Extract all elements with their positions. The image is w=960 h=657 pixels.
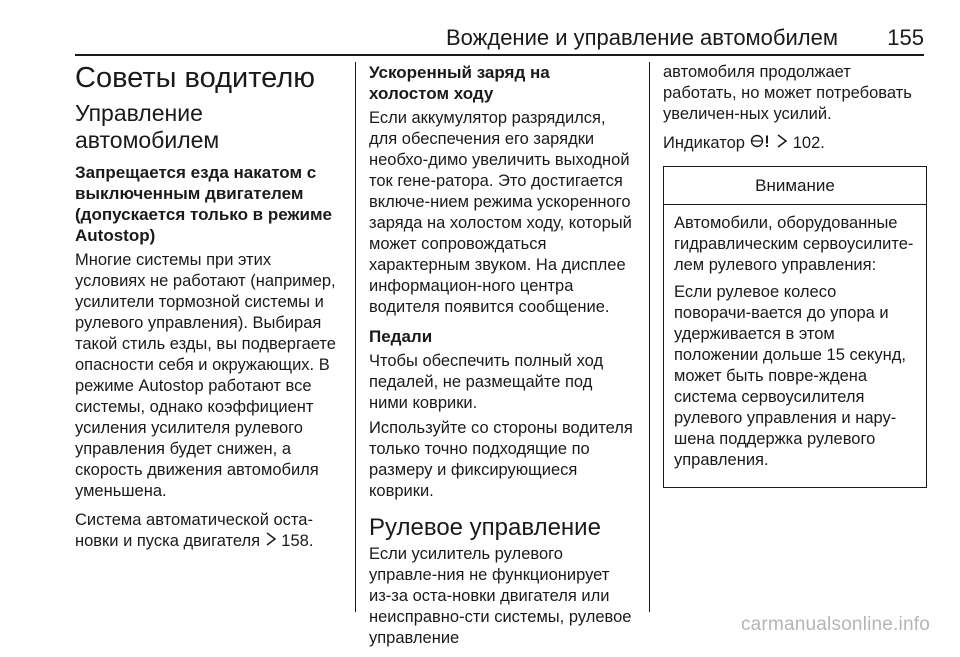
paragraph-with-reference (663, 133, 928, 154)
column-divider (649, 62, 650, 612)
paragraph: автомобиля продолжает работать, но может потребовать увеличен-ных усилий. (663, 63, 912, 123)
topic-heading: Запрещается езда накатом с выключенным двигателем (допускается только в режиме Autostop) (75, 163, 333, 245)
paragraph-text: Система автоматической оста-новки и пуска двигателя (75, 511, 313, 550)
column-1 (75, 62, 345, 560)
warning-paragraph: Если рулевое колесо поворачи-вается до упора и удерживается в этом положении дольше 15 секунд, может быть повре-ждена система сервоусилителя рулевого управления и нару-шена поддержка рулевого управления. (674, 283, 906, 469)
header-title: Вождение и управление автомобилем (445, 25, 838, 50)
page-header (0, 0, 960, 55)
paragraph: Чтобы обеспечить полный ход педалей, не размещайте под ними коврики. (369, 352, 604, 412)
page-reference-link[interactable]: 102. (792, 134, 825, 152)
paragraph-with-reference (75, 510, 345, 552)
paragraph: Если усилитель рулевого управле-ния не функционирует из-за оста-новки двигателя или неисправно-сти системы, рулевое управление (369, 545, 632, 647)
column-divider (355, 62, 356, 612)
subsection-title: Рулевое управление (369, 514, 601, 541)
paragraph: Если аккумулятор разрядился, для обеспечения его зарядки необхо-димо увеличить выходной ток гене-ратора. Это достигается включе-нием режима ускоренного заряда на холостом ходу, который может сопровождаться характерным звуком. На дисплее информацион-ного центра водителя появится сообщение. (369, 109, 632, 316)
warning-body (664, 205, 926, 487)
column-3 (663, 62, 928, 488)
warning-box (663, 166, 927, 488)
column-2 (369, 62, 634, 657)
topic-heading: Педали (369, 327, 433, 346)
page-number: 155 (887, 25, 924, 50)
header-rule (75, 54, 924, 56)
warning-title: Внимание (664, 167, 926, 205)
subsection-title: Управление автомобилем (75, 100, 220, 153)
paragraph-text: Индикатор (663, 134, 745, 152)
section-title: Советы водителю (75, 62, 315, 94)
paragraph: Многие системы при этих условиях не работают (например, усилители тормозной системы и рулевого управления). Выбирая такой стиль езды, вы подвергаете опасности себя и окружающих. В режиме Autostop работают все системы, однако коэффициент усиления усилителя рулевого управления будет снижен, а скорость движения автомобиля уменьшена. (75, 251, 336, 500)
page-reference-icon (265, 531, 277, 552)
page-reference-link[interactable]: 158. (281, 532, 314, 550)
paragraph: Используйте со стороны водителя только точно подходящие по размеру и фиксирующиеся коврики. (369, 419, 633, 500)
steering-warning-icon (750, 133, 772, 154)
warning-paragraph: Автомобили, оборудованные гидравлическим сервоусилите-лем рулевого управления: (674, 214, 914, 274)
page-reference-icon (776, 133, 788, 154)
watermark: carmanualsonline.info (740, 614, 930, 635)
topic-heading: Ускоренный заряд на холостом ходу (369, 63, 550, 103)
